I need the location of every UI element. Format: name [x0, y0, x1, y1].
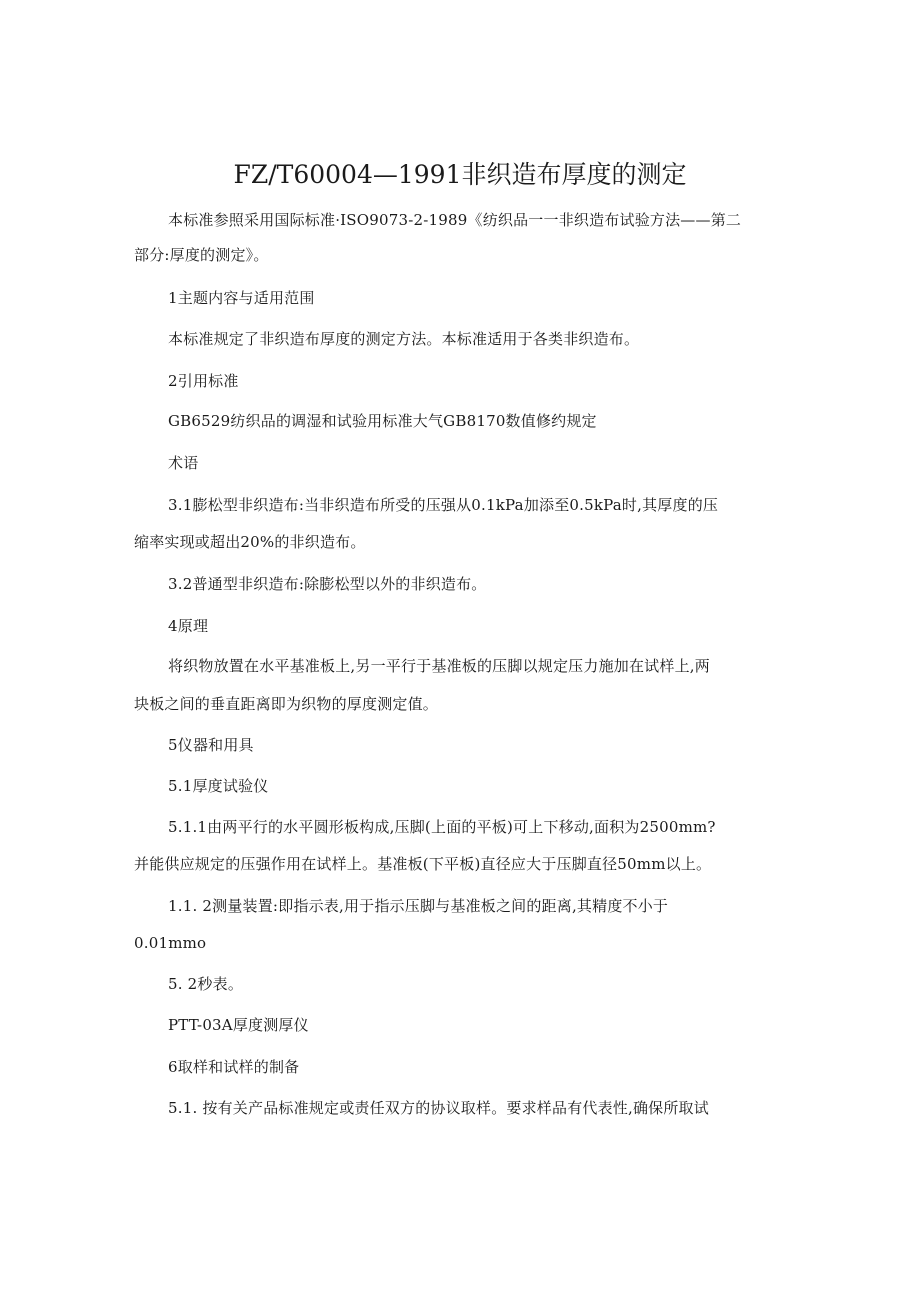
paragraph-5-1-1-line-1: 5.1.1由两平行的水平圆形板构成,压脚(上面的平板)可上下移动,面积为2500mm? — [168, 818, 716, 836]
paragraph-1-1-2-line-1: 1.1. 2测量装置:即指示表,用于指示压脚与基准板之间的距离,其精度不小于 — [168, 897, 669, 915]
document-title: FZ/T60004—1991非织造布厚度的测定 — [233, 160, 687, 189]
section-heading-scope: 1主题内容与适用范围 — [168, 289, 315, 307]
paragraph-references: GB6529纺织品的调湿和试验用标准大气GB8170数值修约规定 — [168, 412, 597, 430]
paragraph-sampling-line-1: 5.1. 按有关产品标准规定或责任双方的协议取样。要求样品有代表性,确保所取试 — [168, 1099, 709, 1117]
section-heading-apparatus: 5仪器和用具 — [168, 736, 254, 754]
paragraph-5-2: 5. 2秒表。 — [168, 975, 244, 993]
paragraph-principle-line-1: 将织物放置在水平基准板上,另一平行于基准板的压脚以规定压力施加在试样上,两 — [168, 657, 710, 675]
section-heading-principle: 4原理 — [168, 617, 209, 635]
paragraph-instrument-model: PTT-03A厚度测厚仪 — [168, 1016, 309, 1034]
section-heading-sampling: 6取样和试样的制备 — [168, 1058, 300, 1076]
section-heading-references: 2引用标准 — [168, 372, 239, 390]
paragraph-term-3-1-line-2: 缩率实现或超出20%的非织造布。 — [134, 533, 366, 551]
paragraph-principle-line-2: 块板之间的垂直距离即为织物的厚度测定值。 — [134, 695, 439, 713]
paragraph-1-1-2-line-2: 0.01mmo — [134, 934, 207, 952]
paragraph-reference-line-2: 部分:厚度的测定》。 — [134, 246, 269, 264]
subsection-heading-5-1: 5.1厚度试验仪 — [168, 777, 269, 795]
paragraph-term-3-2: 3.2普通型非织造布:除膨松型以外的非织造布。 — [168, 575, 487, 593]
section-heading-terms: 术语 — [168, 454, 199, 472]
paragraph-term-3-1-line-1: 3.1膨松型非织造布:当非织造布所受的压强从0.1kPa加添至0.5kPa时,其厚度的压 — [168, 496, 719, 514]
paragraph-5-1-1-line-2: 并能供应规定的压强作用在试样上。基准板(下平板)直径应大于压脚直径50mm以上。 — [134, 855, 712, 873]
paragraph-scope: 本标准规定了非织造布厚度的测定方法。本标准适用于各类非织造布。 — [168, 330, 640, 348]
paragraph-reference-line-1: 本标准参照采用国际标准·ISO9073-2-1989《纺织品一一非织造布试验方法——第二 — [168, 211, 742, 229]
